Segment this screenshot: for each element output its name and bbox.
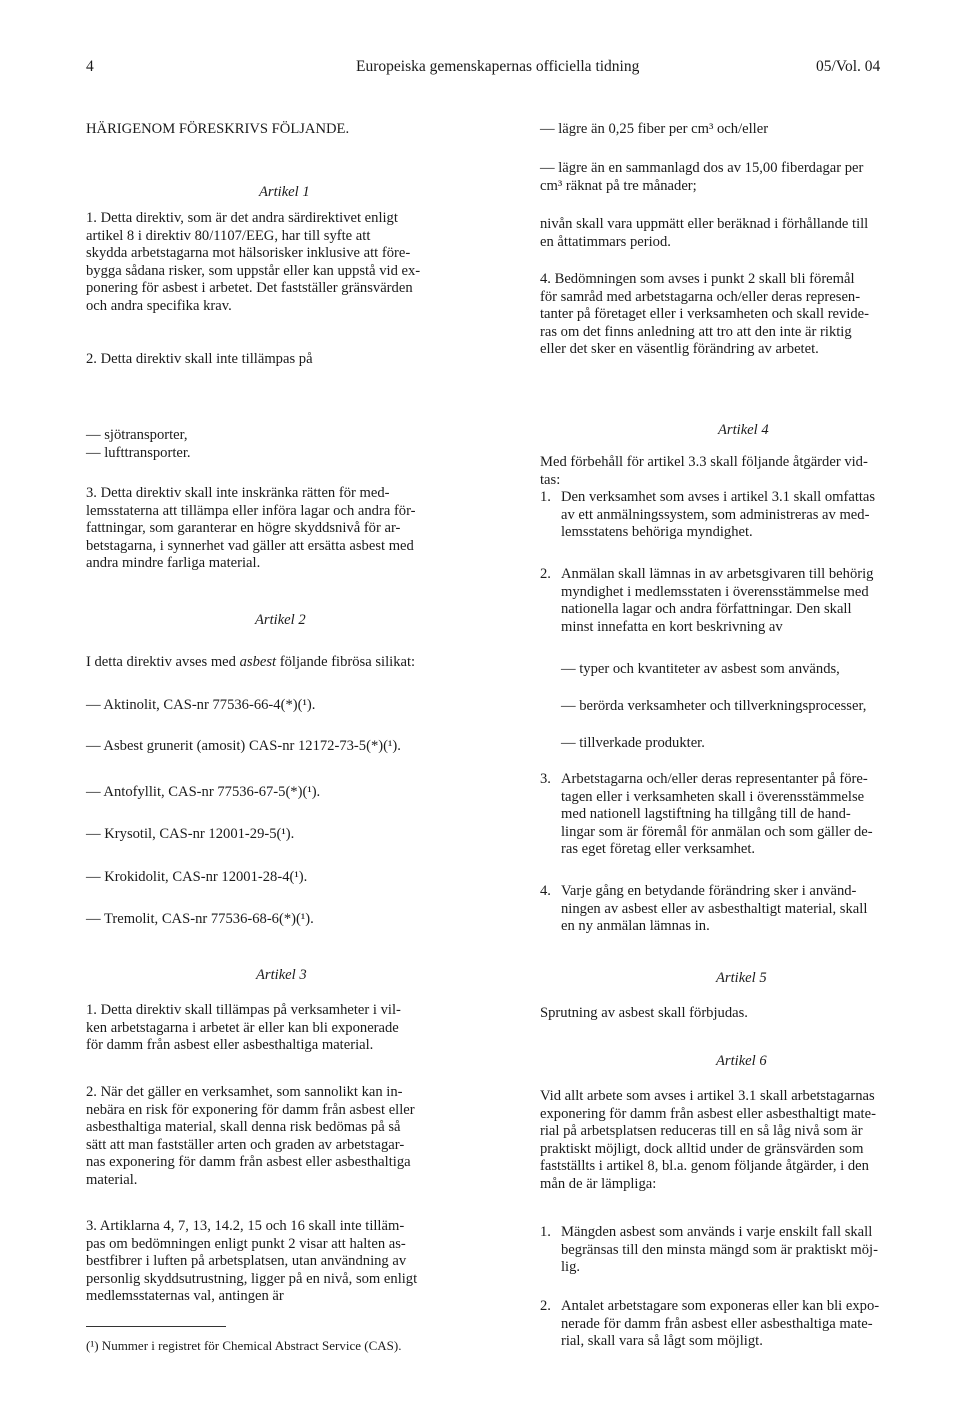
list-item: — Krokidolit, CAS-nr 12001-28-4(¹). [86,869,308,885]
list-item: — tillverkade produkter. [561,735,705,751]
art2-intro: I detta direktiv avses med asbest följande fibrösa silikat: [86,654,416,670]
article-6-title: Artikel 6 [716,1053,767,1069]
list-item: — Aktinolit, CAS-nr 77536-66-4(*)(¹). [86,697,316,713]
list-item: — Asbest grunerit (amosit) CAS-nr 12172-73-5(*)(¹). [86,738,401,754]
art1-paragraph-1: 1. Detta direktiv, som är det andra särdirektivet enligt artikel 8 i direktiv 80/1107/EEG, har till syfte att skydda arbetstagarna mot hälsorisker inklusive att före- bygga sådana risker, som uppstår eller kan uppstå vid ex- ponering för asbest i arbetet. Det fastställer gränsvärden och andra specifika krav. [86,210,421,314]
list-item: — lufttransporter. [86,445,191,461]
article-3-title: Artikel 3 [256,967,307,983]
article-5-title: Artikel 5 [716,970,767,986]
art3-paragraph-4: 4. Bedömningen som avses i punkt 2 skall bli föremål för samråd med arbetstagarna och/eller deras represen- tanter på företaget eller i verksamheten och skall revide- ras om det finns anledning att tro att den inte är riktig eller det sker en väsentlig förändring av arbetet. [540,271,870,358]
list-item: — sjötransporter, [86,427,188,443]
level-paragraph: nivån skall vara uppmätt eller beräknad i förhållande till en åttatimmars period. [540,216,869,250]
art1-paragraph-3: 3. Detta direktiv skall inte inskränka rätten för med- lemsstaterna att tillämpa eller införa lagar och andra för- fattningar, som garanterar en högre skyddsnivå för ar- betstagarna, i synnerhet vad gäller att ersätta asbest med andra mindre farliga material. [86,485,416,572]
footnote-rule [86,1326,226,1327]
list-item: — berörda verksamheter och tillverkningsprocesser, [561,698,867,714]
art5-text: Sprutning av asbest skall förbjudas. [540,1005,748,1021]
article-4-title: Artikel 4 [718,422,769,438]
art3-paragraph-2: 2. När det gäller en verksamhet, som sannolikt kan in- nebära en risk för exponering för damm från asbest eller asbesthaltiga material, skall denna risk bedömas på så sätt att man fastställer arten och graden av arbetstagar- nas exponering för damm från asbest eller asbesthaltiga material. [86,1084,415,1188]
intro-heading: HÄRIGENOM FÖRESKRIVS FÖLJANDE. [86,121,350,137]
art1-paragraph-2: 2. Detta direktiv skall inte tillämpas på [86,351,313,367]
art4-intro: Med förbehåll för artikel 3.3 skall följande åtgärder vid- tas: [540,454,868,488]
list-item: — lägre än 0,25 fiber per cm³ och/eller [540,121,769,137]
list-item: — lägre än en sammanlagd dos av 15,00 fiberdagar per cm³ räknat på tre månader; [540,160,864,194]
art3-paragraph-3: 3. Artiklarna 4, 7, 13, 14.2, 15 och 16 skall inte tilläm- pas om bedömningen enligt punkt 2 visar att halten as- bestfibrer i luften på arbetsplatsen, utan användning av personlig skyddsutrustning, ligger på en nivå, som enligt medlemsstaternas val, antingen är [86,1218,418,1305]
list-item: — Krysotil, CAS-nr 12001-29-5(¹). [86,826,295,842]
volume-label: 05/Vol. 04 [816,58,881,75]
art6-intro: Vid allt arbete som avses i artikel 3.1 skall arbetstagarnas exponering för damm från asbest eller asbesthaltigt mate- rial på arbetsplatsen reduceras till en så låg nivå som är praktiskt möjligt, dock alltid under de gränsvärden som fastställts i artikel 8, bl.a. genom följande åtgärder, i den mån de är lämpliga: [540,1088,876,1192]
list-item: — typer och kvantiteter av asbest som används, [561,661,840,677]
journal-title: Europeiska gemenskapernas officiella tidning [356,58,640,75]
footnote: (¹) Nummer i registret för Chemical Abstract Service (CAS). [86,1338,402,1353]
page-number: 4 [86,58,94,75]
art3-paragraph-1: 1. Detta direktiv skall tillämpas på verksamheter i vil- ken arbetstagarna i arbetet är eller kan bli exponerade för damm från asbest eller asbesthaltiga material. [86,1002,401,1054]
list-item: — Antofyllit, CAS-nr 77536-67-5(*)(¹). [86,784,321,800]
list-item: — Tremolit, CAS-nr 77536-68-6(*)(¹). [86,911,314,927]
article-2-title: Artikel 2 [255,612,306,628]
article-1-title: Artikel 1 [259,184,310,200]
